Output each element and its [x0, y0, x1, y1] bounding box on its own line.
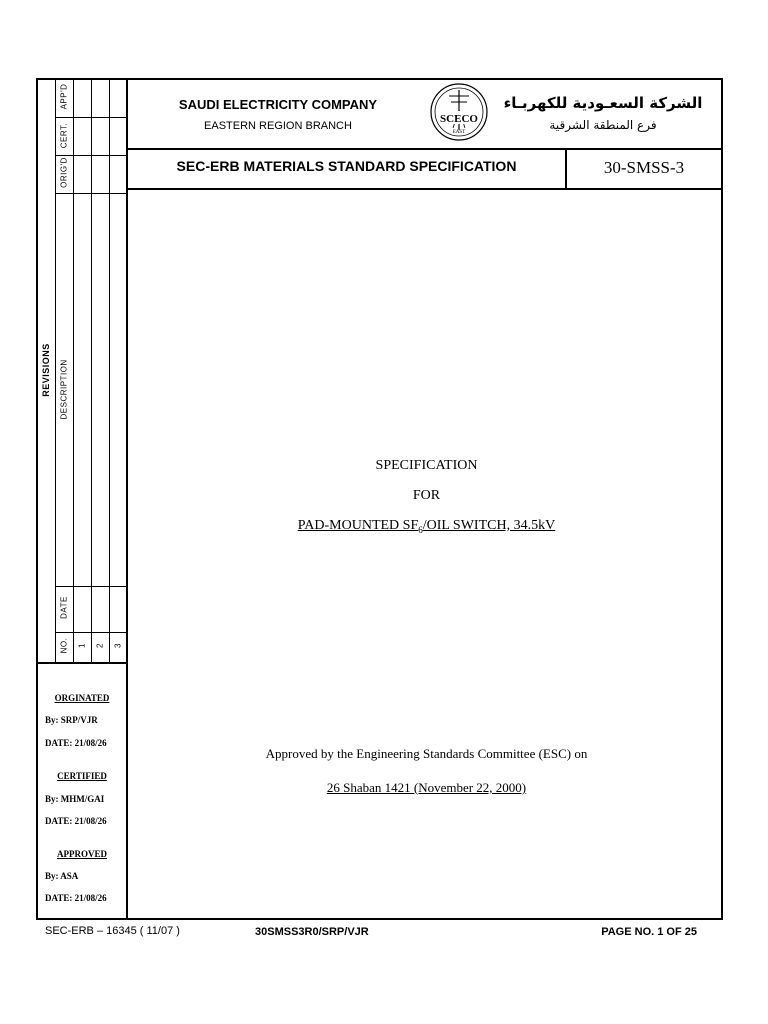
approved-title: APPROVED	[57, 849, 107, 859]
revision-row-2: 2	[95, 643, 105, 648]
approval-date: 26 Shaban 1421 (November 22, 2000)	[326, 780, 527, 795]
company-name-ar: الشركة السعـودية للكهربـاء	[503, 94, 703, 112]
product-name-sub: 6	[418, 524, 423, 535]
sceco-logo	[429, 82, 489, 142]
certified-date: DATE: 21/08/26	[45, 816, 107, 826]
approved-by: By: ASA	[45, 871, 79, 881]
logo-subtext: EAST	[452, 130, 466, 135]
spec-code: 30-SMSS-3	[603, 158, 685, 177]
branch-name-ar: فرع المنطقة الشرقية	[549, 118, 657, 132]
revisions-title: REVISIONS	[41, 343, 51, 397]
product-name-post: /OIL SWITCH, 34.5kV	[422, 518, 556, 533]
footer-form-no: SEC-ERB – 16345 ( 11/07 )	[45, 925, 180, 937]
col-description: DESCRIPTION	[59, 359, 69, 420]
company-name-en: SAUDI ELECTRICITY COMPANY	[178, 97, 378, 112]
revision-row-3: 3	[113, 643, 123, 648]
col-no: NO.	[59, 637, 69, 654]
footer-page-number: PAGE NO. 1 OF 25	[601, 926, 697, 938]
main-line-specification: SPECIFICATION	[375, 458, 478, 473]
revision-row-1: 1	[77, 643, 87, 648]
approved-date: DATE: 21/08/26	[45, 893, 107, 903]
main-line-product	[128, 518, 725, 535]
main-line-for: FOR	[412, 488, 441, 503]
col-origd: ORIG'D	[59, 157, 69, 188]
originated-date: DATE: 21/08/26	[45, 738, 107, 748]
col-appd: APP'D	[59, 83, 69, 110]
col-date: DATE	[59, 596, 69, 619]
branch-name-en: EASTERN REGION BRANCH	[204, 120, 352, 132]
product-name-pre: PAD-MOUNTED SF	[297, 518, 419, 533]
approval-statement: Approved by the Engineering Standards Committee (ESC) on	[265, 746, 588, 761]
col-cert: CERT.	[59, 122, 69, 149]
footer-doc-ref: 30SMSS3R0/SRP/VJR	[255, 926, 369, 938]
logo-text: SCECO	[440, 113, 478, 125]
certified-title: CERTIFIED	[57, 771, 107, 781]
spec-title: SEC-ERB MATERIALS STANDARD SPECIFICATION	[176, 158, 517, 174]
originated-title: ORGINATED	[54, 693, 110, 703]
originated-by: By: SRP/VJR	[45, 715, 98, 725]
certified-by: By: MHM/GAI	[45, 794, 105, 804]
